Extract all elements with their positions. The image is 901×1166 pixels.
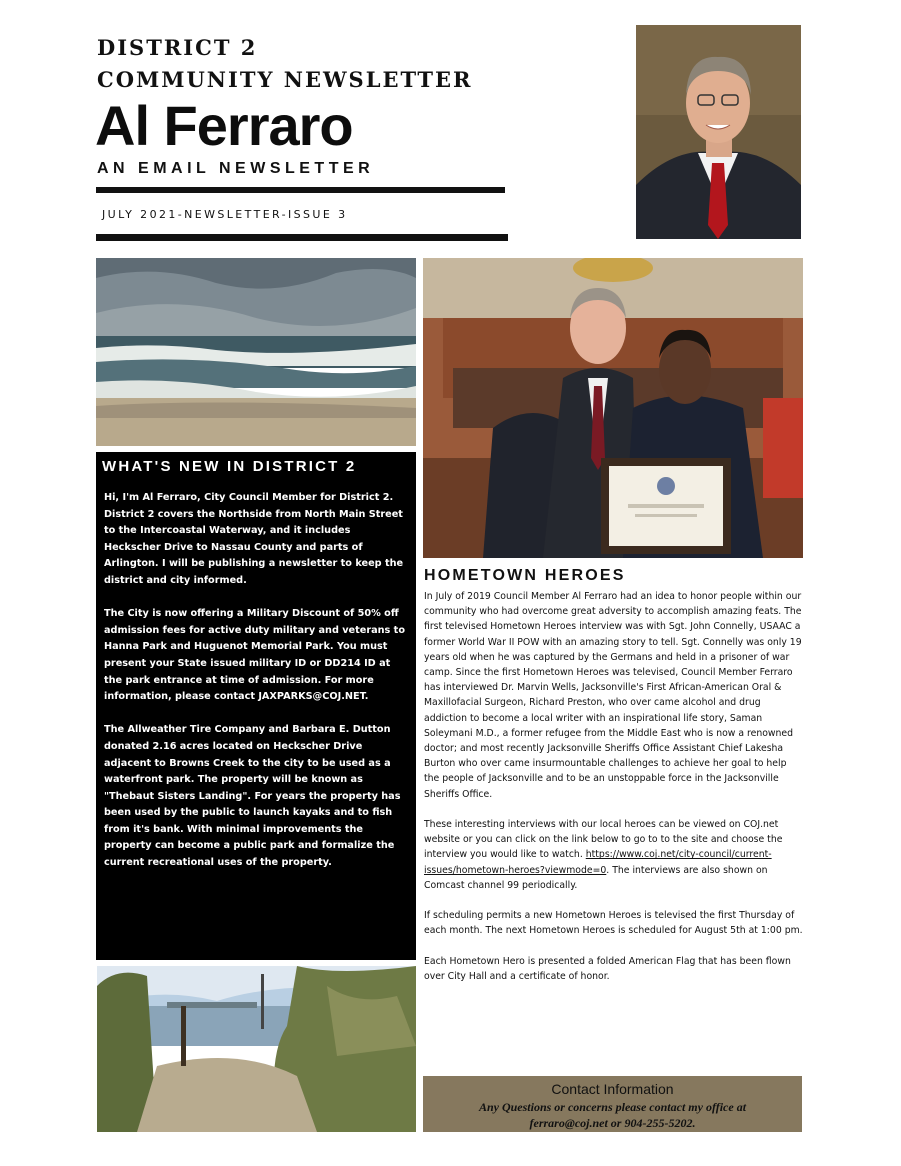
whats-new-paragraph: The City is now offering a Military Discount of 50% off admission fees for active duty military and veterans to Hanna Park and Huguenot Memorial Park. You must present your State issued military ID or DD214 ID at the park entrance at time of admission. For more information, please contact JAXPARKS@COJ.NET. bbox=[104, 608, 405, 703]
hometown-heroes-body bbox=[424, 589, 804, 999]
whats-new-paragraph: Hi, I'm Al Ferraro, City Council Member for District 2. District 2 covers the Northside from North Main Street to the Intercoastal Waterway, and it includes Heckscher Drive to Nassau County and parts of Arlington. I will be publishing a newsletter to keep the district and city informed. bbox=[104, 492, 404, 586]
hometown-heroes-heading: HOMETOWN HEROES bbox=[424, 567, 626, 584]
whats-new-paragraph: The Allweather Tire Company and Barbara E. Dutton donated 2.16 acres located on Heckscher Drive adjacent to Browns Creek to the city to be used as a waterfront park. The property will be known as "Thebaut Sisters Landing". For years the property has been used by the public to launch kayaks and to fish from it's bank. With minimal improvements the property can become a public park and formalize the current recreational uses of the property. bbox=[104, 724, 401, 869]
hometown-link-intro: These interesting interviews with our local heroes can be viewed on COJ.net website or you can click on the link below to go to to the site and choose the interview you would like to watch. bbox=[424, 819, 783, 861]
district-line: DISTRICT 2 bbox=[97, 35, 258, 60]
award-ceremony-photo bbox=[423, 258, 803, 558]
portrait-photo bbox=[636, 25, 801, 239]
hometown-heroes-link[interactable]: https://www.coj.net/city-council/current-issues/hometown-heroes?viewmode=0 bbox=[424, 849, 772, 876]
beach-photo bbox=[96, 258, 416, 446]
header-rule-bottom bbox=[96, 234, 508, 241]
contact-body: Any Questions or concerns please contact my office at ferraro@coj.net or 904-255-5202. bbox=[478, 1100, 747, 1130]
newsletter-line: COMMUNITY NEWSLETTER bbox=[97, 67, 473, 92]
whats-new-panel bbox=[96, 452, 416, 960]
newsletter-subtitle: AN EMAIL NEWSLETTER bbox=[97, 160, 375, 177]
header-rule-top bbox=[96, 187, 505, 193]
contact-box bbox=[423, 1076, 802, 1132]
whats-new-body bbox=[104, 490, 406, 888]
hometown-paragraph: Each Hometown Hero is presented a folded American Flag that has been flown over City Hall and a certificate of honor. bbox=[424, 955, 791, 983]
hometown-paragraph: If scheduling permits a new Hometown Heroes is televised the first Thursday of each month. The next Hometown Heroes is scheduled for August 5th at 1:00 pm. bbox=[424, 910, 803, 937]
contact-title: Contact Information bbox=[551, 1081, 674, 1097]
issue-line: JULY 2021-NEWSLETTER-ISSUE 3 bbox=[102, 208, 348, 221]
hometown-link-outro: . The interviews are also shown on Comcast channel 99 periodically. bbox=[424, 864, 768, 891]
whats-new-heading: WHAT'S NEW IN DISTRICT 2 bbox=[102, 458, 357, 475]
creek-landing-photo bbox=[97, 966, 416, 1132]
council-member-name: Al Ferraro bbox=[95, 94, 353, 157]
hometown-paragraph-link bbox=[424, 817, 804, 893]
hometown-paragraph: In July of 2019 Council Member Al Ferraro had an idea to honor people within our community who had overcome great adversity to accomplish amazing feats. The first televised Hometown Heroes interview was with Sgt. John Connelly, USAAC a former World War II POW with an amazing story to tell. Sgt. Connelly was only 19 years old when he was captured by the Germans and held in a prisoner of war camp. Since the first Hometown Heroes was televised, Council Member Ferraro has interviewed Dr. Marvin Wells, Jacksonville's First African-American Oral & Maxillofacial Surgeon, Richard Preston, who over came alcohol and drug addiction to become a local writer with an inspirational life story, Saman Soleymani M.D., a former refugee from the Middle East who is now a renowned doctor; and most recently Jacksonville Sheriffs Office Assistant Chief Lakesha Burton who over came insurmountable challenges to achieve her goal to help the people of Jacksonville and to be an unstoppable force in the Jacksonville Sheriffs Office. bbox=[424, 591, 802, 800]
masthead-district bbox=[97, 32, 472, 96]
